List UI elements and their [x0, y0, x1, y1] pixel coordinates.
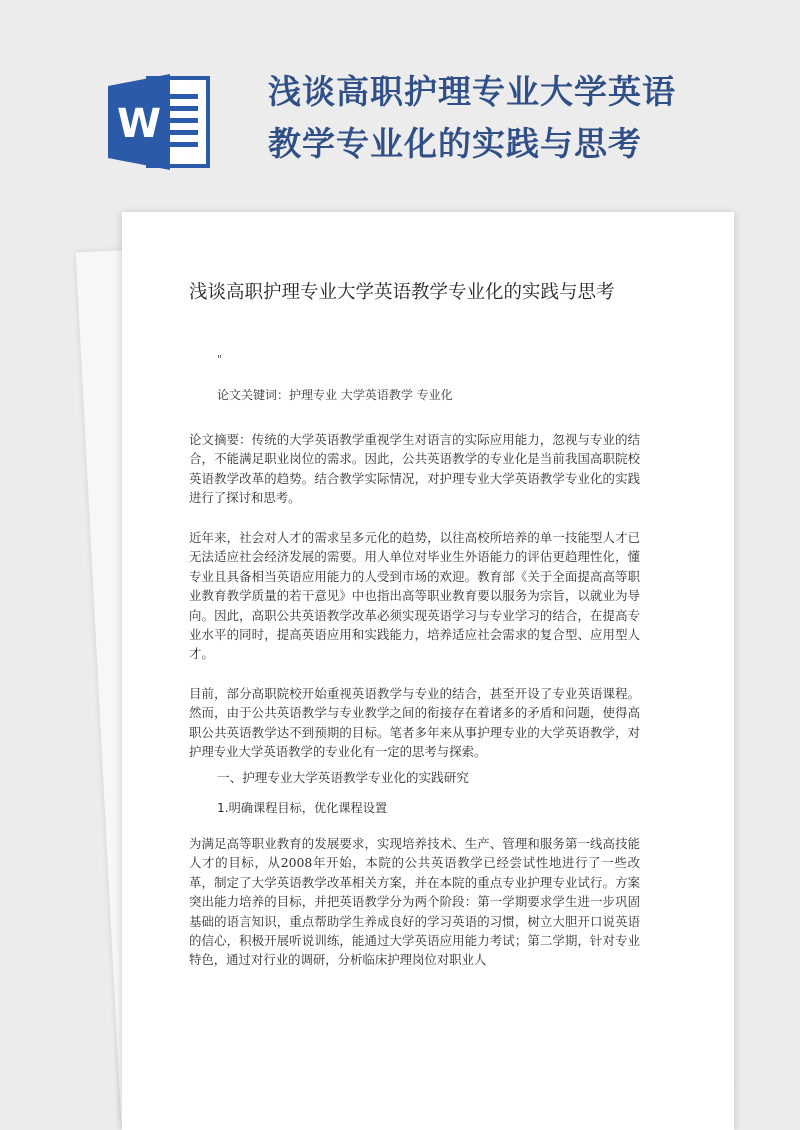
quote-mark: " — [217, 353, 223, 366]
abstract-paragraph: 论文摘要：传统的大学英语教学重视学生对语言的实际应用能力，忽视与专业的结合，不能满足职业岗位的需求。因此，公共英语教学的专业化是当前我国高职院校英语教学改革的趋势。结合教学实际情况，对护理专业大学英语教学专业化的实践进行了探讨和思考。 — [189, 432, 640, 506]
subsection-heading: 1.明确课程目标，优化课程设置 — [217, 801, 388, 815]
body-paragraph: 目前，部分高职院校开始重视英语教学与专业的结合，甚至开设了专业英语课程。然而，由于公共英语教学与专业教学之间的衔接存在着诸多的矛盾和问题，使得高职公共英语教学达不到预期的目标。笔者多年来从事护理专业的大学英语教学，对护理专业大学英语教学的专业化有一定的思考与探索。 — [189, 686, 640, 760]
body-paragraph: 近年来，社会对人才的需求呈多元化的趋势，以往高校所培养的单一技能型人才已无法适应社会经济发展的需要。用人单位对毕业生外语能力的评估更趋理性化，懂专业且具备相当英语应用能力的人受到市场的欢迎。教育部《关于全面提高高等职业教育教学质量的若干意见》中也指出高等职业教育要以服务为宗旨，以就业为导向。因此，高职公共英语教学改革必须实现英语学习与专业学习的结合，在提高专业水平的同时，提高英语应用和实践能力，培养适应社会需求的复合型、应用型人才。 — [189, 530, 640, 662]
document-page — [122, 212, 734, 1130]
svg-text:W: W — [116, 101, 162, 147]
keywords-line: 论文关键词：护理专业 大学英语教学 专业化 — [217, 388, 453, 402]
word-document-icon — [108, 72, 216, 172]
body-paragraph: 为满足高等职业教育的发展要求，实现培养技术、生产、管理和服务第一线高技能人才的目标，从2008年开始，本院的公共英语教学已经尝试性地进行了一些改革，制定了大学英语教学改革相关方案，并在本院的重点专业护理专业试行。方案突出能力培养的目标，并把英语教学分为两个阶段：第一学期要求学生进一步巩固基础的语言知识，重点帮助学生养成良好的学习英语的习惯，树立大胆开口说英语的信心，积极开展听说训练，能通过大学英语应用能力考试；第二学期，针对专业特色，通过对行业的调研，分析临床护理岗位对职业人 — [189, 836, 640, 968]
banner-title: 浅谈高职护理专业大学英语教学专业化的实践与思考 — [268, 72, 676, 163]
document-title: 浅谈高职护理专业大学英语教学专业化的实践与思考 — [189, 282, 615, 303]
section-heading: 一、护理专业大学英语教学专业化的实践研究 — [217, 770, 469, 785]
header-banner — [0, 0, 800, 210]
